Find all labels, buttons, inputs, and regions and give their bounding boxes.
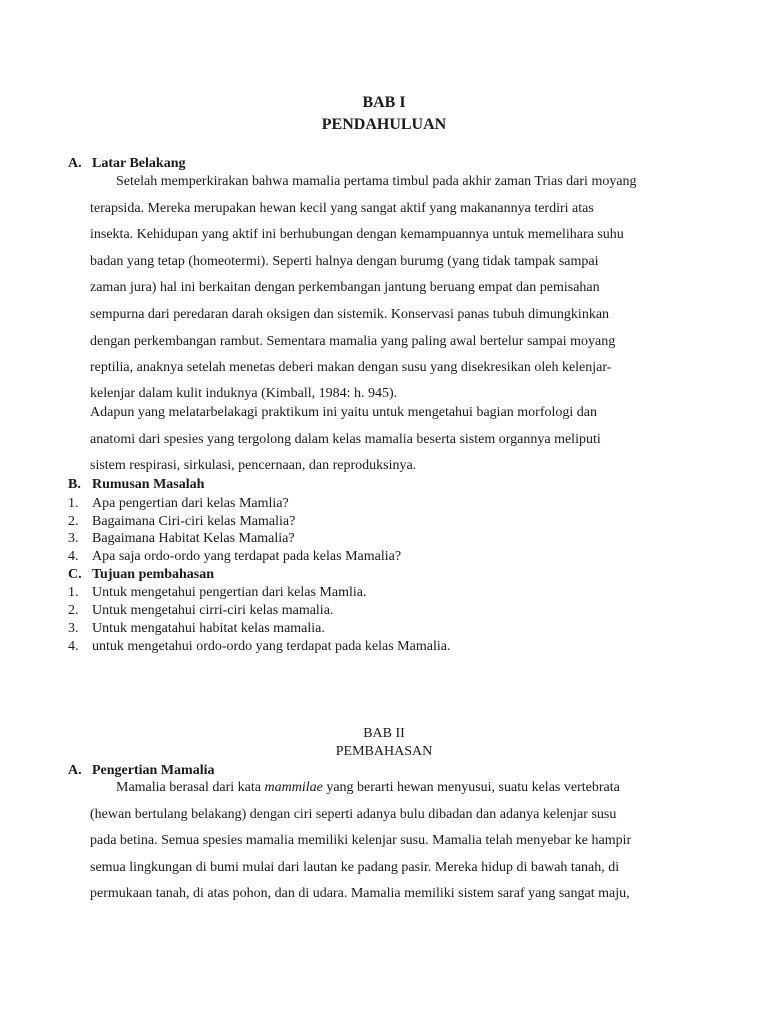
paragraph-line: anatomi dari spesies yang tergolong dalam kelas mamalia beserta sistem organnya meliputi: [90, 431, 601, 447]
paragraph-line: sempurna dari peredaran darah oksigen dan sistemik. Konservasi panas tubuh dimungkinkan: [90, 306, 610, 322]
paragraph-line: terapsida. Mereka merupakan hewan kecil yang sangat aktif yang makanannya terdiri atas: [90, 200, 594, 216]
list-number: 2.: [68, 514, 79, 529]
list-item: Apa pengertian dari kelas Mamlia?: [92, 496, 289, 511]
list-number: 3.: [68, 621, 79, 636]
list-item: Bagaimana Habitat Kelas Mamalia?: [92, 531, 295, 546]
paragraph-line: pada betina. Semua spesies mamalia memiliki kelenjar susu. Mamalia telah menyebar ke hampir: [90, 833, 632, 849]
paragraph-line: semua lingkungan di bumi mulai dari lautan ke padang pasir. Mereka hidup di bawah tanah, di: [90, 859, 620, 875]
list-number: 1.: [68, 496, 79, 511]
paragraph-line: (hewan bertulang belakang) dengan ciri seperti adanya bulu dibadan dan adanya kelenjar susu: [90, 806, 617, 822]
section-b-heading: Rumusan Masalah: [92, 477, 205, 492]
paragraph-line: dengan perkembangan rambut. Sementara mamalia yang paling awal bertelur sampai moyang: [90, 333, 616, 349]
chapter-title: BAB I: [362, 94, 406, 111]
section-c-heading: Tujuan pembahasan: [92, 567, 215, 582]
italic-term: mammilae: [264, 780, 323, 795]
paragraph-line: zaman jura) hal ini berkaitan dengan perkembangan jantung beruang empat dan pemisahan: [90, 280, 600, 296]
paragraph-line: reptilia, anaknya setelah menetas deberi makan dengan susu yang disekresikan oleh kelenjar-: [90, 360, 612, 376]
paragraph-line: permukaan tanah, di atas pohon, dan di udara. Mamalia memiliki sistem saraf yang sangat maju,: [90, 886, 630, 902]
paragraph-line: Adapun yang melatarbelakagi praktikum ini yaitu untuk mengetahui bagian morfologi dan: [90, 405, 597, 420]
paragraph-line: [90, 780, 620, 795]
list-number: 1.: [68, 585, 79, 600]
section-a-heading: Latar Belakang: [92, 156, 186, 171]
list-item: Untuk mengatahui habitat kelas mamalia.: [92, 621, 325, 636]
text-run: yang berarti hewan menyusui, suatu kelas vertebrata: [322, 780, 620, 795]
paragraph-line: kelenjar dalam kulit induknya (Kimball, 1984: h. 945).: [90, 386, 398, 401]
chapter-2-title: BAB II: [363, 726, 405, 741]
background-paragraph-1: [90, 169, 690, 382]
section-2a-heading: Pengertian Mamalia: [92, 763, 215, 778]
paragraph-line: Setelah memperkirakan bahwa mamalia pertama timbul pada akhir zaman Trias dari moyang: [116, 174, 637, 189]
section-b-letter: B.: [68, 477, 81, 492]
list-number: 4.: [68, 549, 79, 564]
paragraph-line: badan yang tetap (homeotermi). Seperti halnya dengan burumg (yang tidak tampak sampai: [90, 253, 599, 269]
text-run: Mamalia berasal dari kata: [116, 780, 265, 795]
list-number: 3.: [68, 531, 79, 546]
section-2a-letter: A.: [68, 763, 82, 778]
list-item: Bagaimana Ciri-ciri kelas Mamalia?: [92, 514, 296, 529]
section-c-letter: C.: [68, 567, 82, 582]
definition-paragraph: [90, 775, 690, 908]
chapter-2-subtitle: PEMBAHASAN: [335, 744, 433, 759]
section-a-letter: A.: [68, 156, 82, 171]
list-number: 4.: [68, 639, 79, 654]
list-item: Untuk mengetahui cirri-ciri kelas mamalia.: [92, 603, 334, 618]
paragraph-line: sistem respirasi, sirkulasi, pencernaan, dan reproduksinya.: [90, 458, 417, 474]
list-item: Untuk mengetahui pengertian dari kelas Mamlia.: [92, 585, 367, 600]
list-item: untuk mengetahui ordo-ordo yang terdapat pada kelas Mamalia.: [92, 639, 451, 654]
list-number: 2.: [68, 603, 79, 618]
chapter-subtitle: PENDAHULUAN: [321, 116, 447, 133]
background-paragraph-2: [90, 400, 690, 480]
list-item: Apa saja ordo-ordo yang terdapat pada kelas Mamalia?: [92, 549, 402, 564]
paragraph-line: insekta. Kehidupan yang aktif ini berhubungan dengan kemampuannya untuk memelihara suhu: [90, 227, 624, 243]
